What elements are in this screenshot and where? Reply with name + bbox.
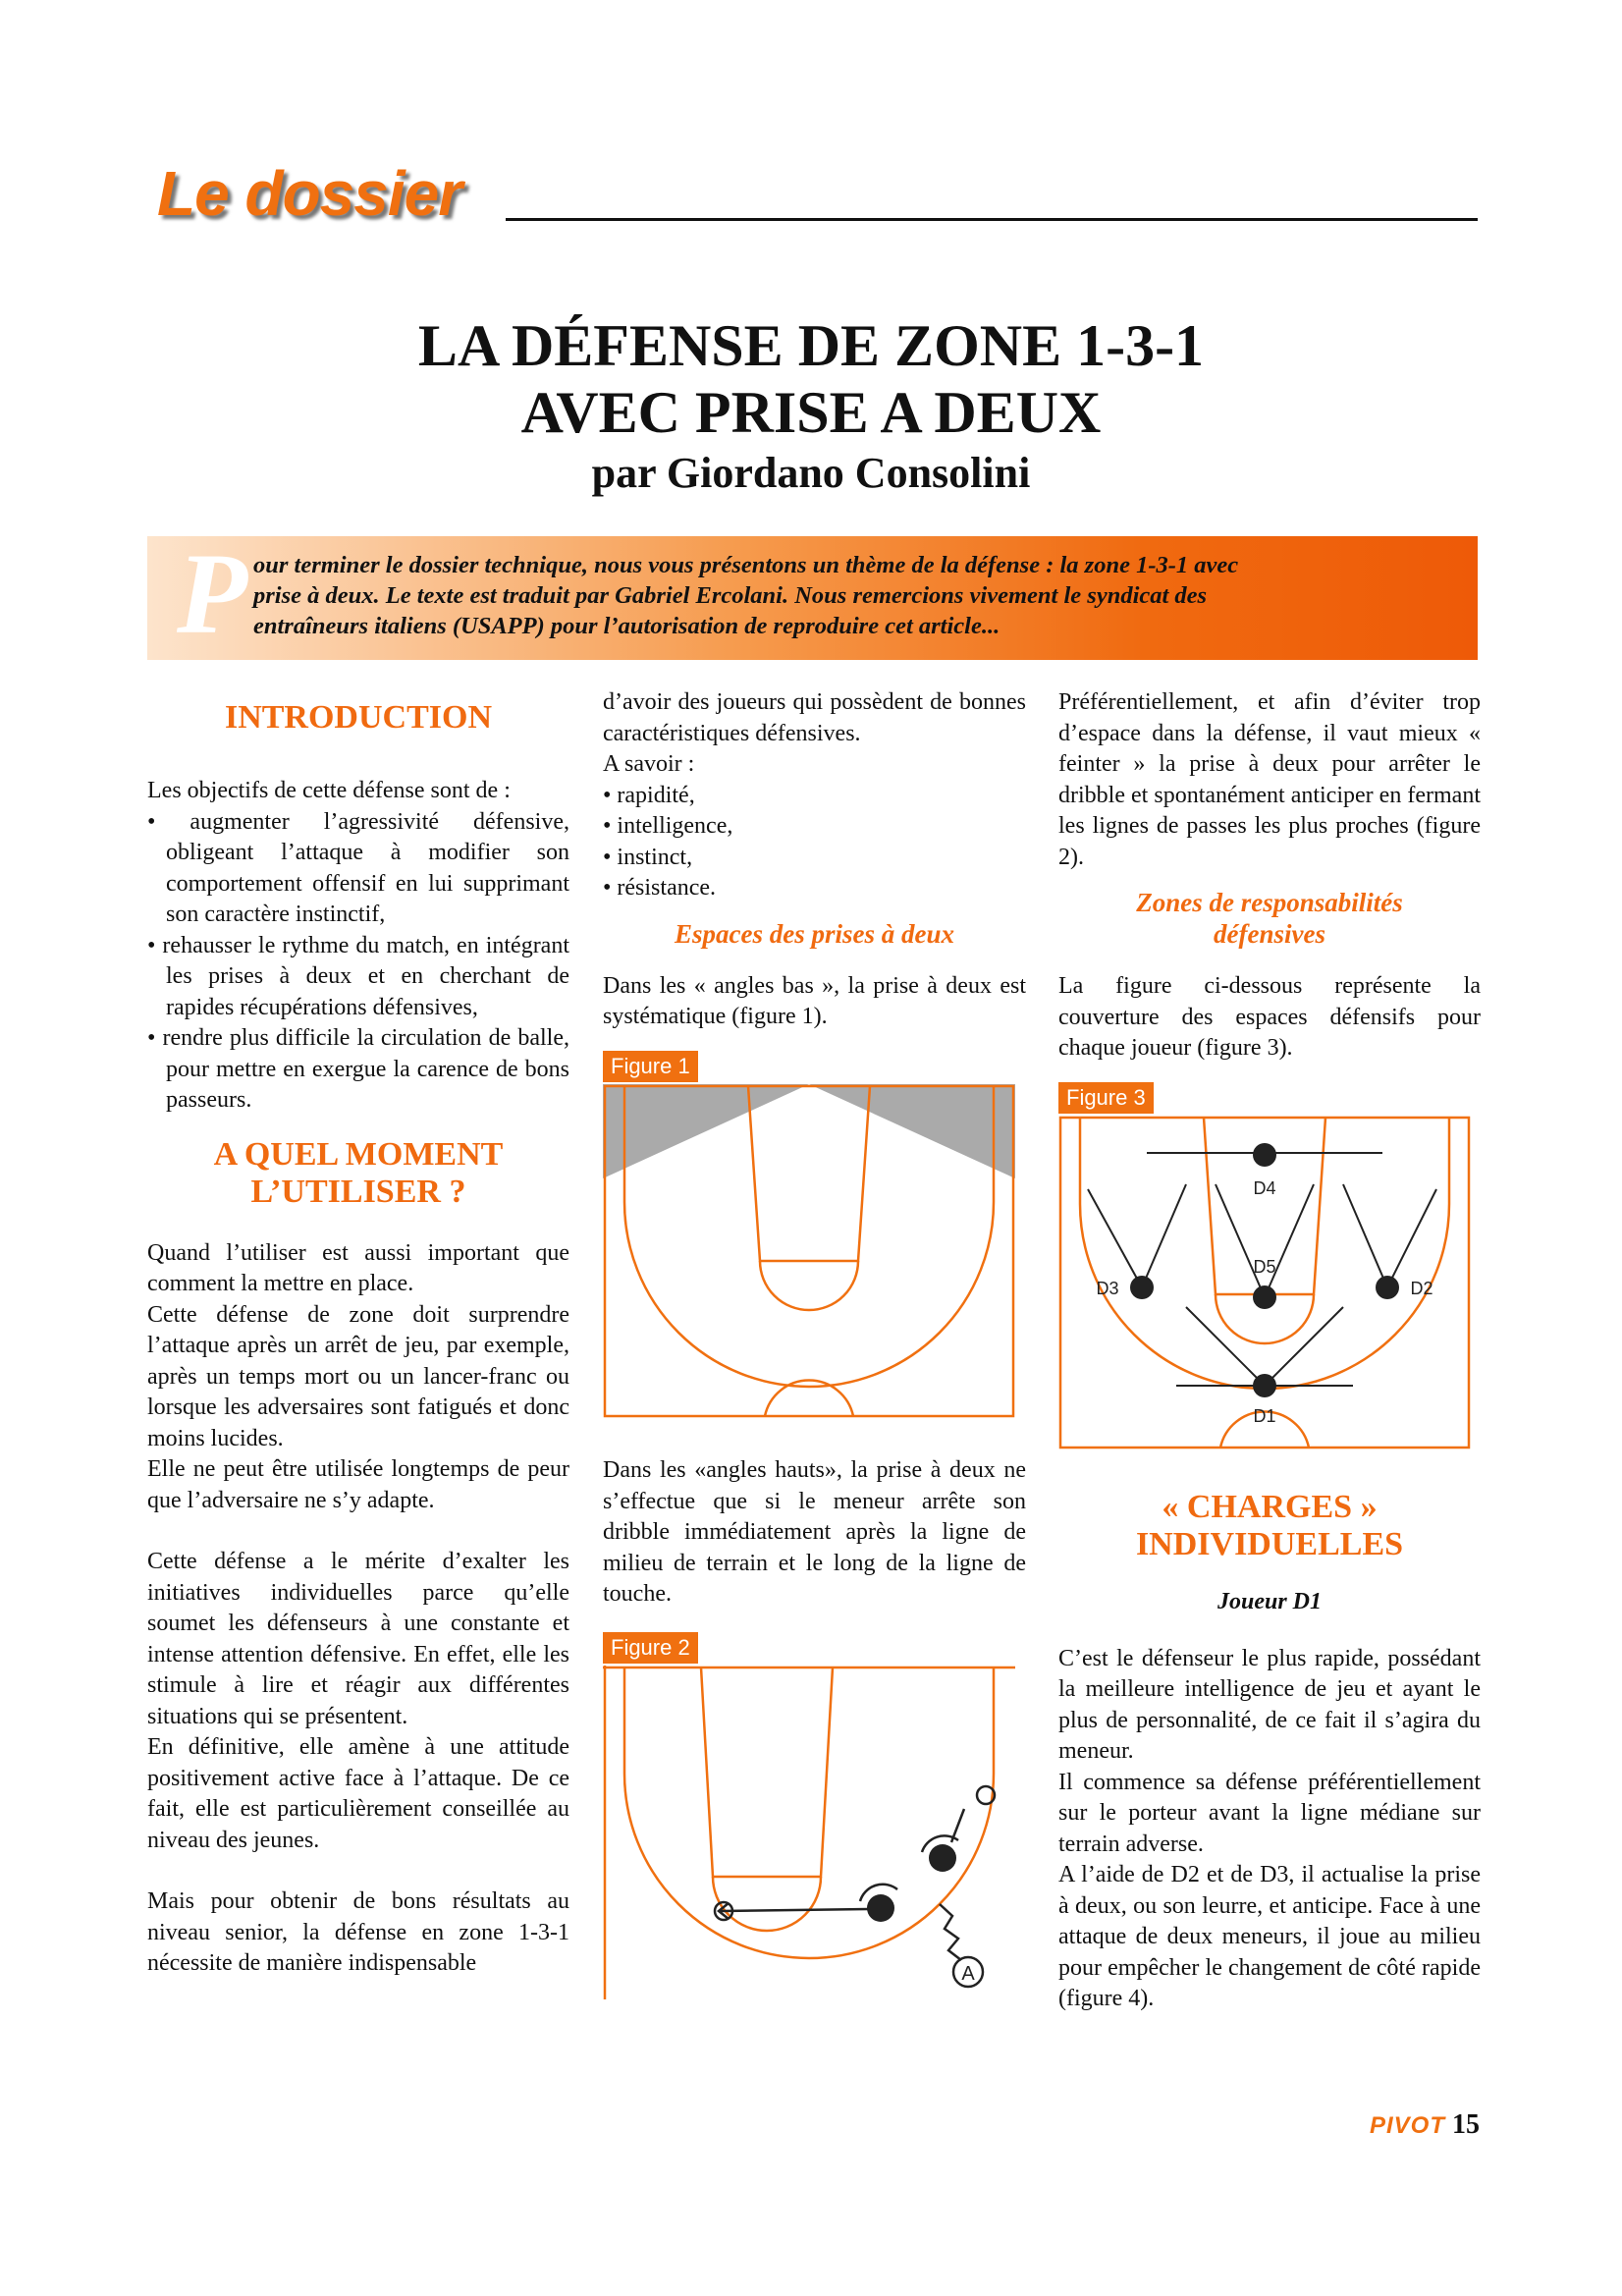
coverage-arrow	[1216, 1184, 1265, 1297]
subheading-d1: Joueur D1	[1216, 1589, 1323, 1614]
label-d5: D5	[1253, 1257, 1276, 1277]
header-rule	[506, 218, 1478, 221]
intro-line-3: entraîneurs italiens (USAPP) pour l’autorisation de reproduire cet article...	[253, 613, 1000, 639]
paragraph: Quand l’utiliser est aussi important que comment la mettre en place.	[147, 1239, 569, 1296]
column-2	[603, 687, 1026, 1999]
trap-zone-left	[603, 1084, 809, 1178]
intro-line-1: our terminer le dossier technique, nous vous présentons un thème de la défense : la zone 1-3-1 avec	[253, 552, 1239, 578]
paragraph: Préférentiellement, et afin d’éviter trop d’espace dans la défense, il vaut mieux « feinter » la prise à deux pour arrêter le dribble et spontanément anticiper en fermant les lignes de passes les plus proches (figure 2).	[1058, 689, 1481, 870]
paragraph: Il commence sa défense préférentiellement sur le porteur avant la ligne médiane sur terrain adverse.	[1058, 1769, 1481, 1857]
author-line: par Giordano Consolini	[591, 449, 1031, 497]
heading-zones-line-1: Zones de responsabilités	[1136, 888, 1403, 917]
list-item: • rendre plus difficile la circulation de balle, pour mettre en exergue la carence de bons passeurs.	[147, 1023, 569, 1117]
defender-d2	[1376, 1276, 1399, 1299]
heading-spaces: Espaces des prises à deux	[675, 918, 954, 949]
article-title	[0, 312, 1622, 501]
paragraph: En définitive, elle amène à une attitude positivement active face à l’attaque. De ce fait, elle est particulièrement conseillée au niveau des jeunes.	[147, 1734, 569, 1853]
figure-2-court	[603, 1666, 1015, 1999]
key-lines	[748, 1086, 870, 1261]
paragraph: d’avoir des joueurs qui possèdent de bonnes caractéristiques défensives.	[603, 689, 1026, 746]
paragraph: Cette défense a le mérite d’exalter les initiatives individuelles parce qu’elle soumet les défenseurs à une constante et intense attention défensive. En effet, elle les stimule à lire et réagir aux différentes situations qui se présentent.	[147, 1549, 569, 1729]
list-item: • intelligence,	[603, 811, 1026, 843]
defender-d3	[1130, 1276, 1154, 1299]
column-3	[1058, 687, 1481, 2015]
title-line-1: LA DÉFENSE DE ZONE 1-3-1	[417, 313, 1205, 378]
column-1	[147, 687, 569, 1980]
heading-zones	[1058, 887, 1481, 950]
heading-when-line-2: L’UTILISER ?	[250, 1173, 466, 1210]
list-item: • résistance.	[603, 873, 1026, 904]
qualities-list	[603, 781, 1026, 904]
defender-marker	[929, 1844, 956, 1872]
objectives-lead: Les objectifs de cette défense sont de :	[147, 778, 511, 803]
heading-charges-line-2: INDIVIDUELLES	[1135, 1526, 1404, 1562]
free-throw-arc	[760, 1261, 858, 1310]
paragraph: La figure ci-dessous représente la couverture des espaces défensifs pour chaque joueur (figure 3).	[1058, 973, 1481, 1061]
coverage-arrow	[1186, 1307, 1265, 1386]
dribble-path	[940, 1904, 961, 1960]
coverage-arrow	[1265, 1307, 1343, 1386]
heading-zones-line-2: défensives	[1214, 919, 1325, 949]
paragraph: C’est le défenseur le plus rapide, possédant la meilleure intelligence de jeu et ayant le plus de personnalité, de ce fait il s’agira du meneur.	[1058, 1645, 1481, 1764]
drop-cap: P	[177, 529, 248, 658]
section-logo: Le dossier	[157, 158, 462, 229]
page-number: 15	[1452, 2109, 1481, 2140]
figure-3-label: Figure 3	[1058, 1082, 1154, 1114]
title-line-2: AVEC PRISE A DEUX	[520, 380, 1102, 445]
list-item: • rapidité,	[603, 781, 1026, 812]
paragraph: Dans les « angles bas », la prise à deux est systématique (figure 1).	[603, 972, 1026, 1029]
court-outline	[1060, 1118, 1469, 1448]
pass-arrow	[721, 1909, 868, 1911]
three-point-line	[624, 1667, 994, 1958]
magazine-brand: PIVOT	[1370, 2112, 1446, 2139]
defender-d1	[1253, 1374, 1276, 1397]
heading-charges	[1058, 1489, 1481, 1563]
paragraph: Mais pour obtenir de bons résultats au niveau senior, la défense en zone 1-3-1 nécessite de manière indispensable	[147, 1888, 569, 1976]
player-a-label: A	[961, 1963, 975, 1985]
list-item: • augmenter l’agressivité défensive, obligeant l’attaque à modifier son comportement offensif en lui supprimant son caractère instinctif,	[147, 807, 569, 931]
label-d1: D1	[1253, 1406, 1276, 1426]
heading-introduction: INTRODUCTION	[224, 699, 493, 736]
heading-when-line-1: A QUEL MOMENT	[213, 1135, 504, 1173]
coverage-arrow	[1265, 1184, 1314, 1297]
objectives-list	[147, 807, 569, 1117]
intro-text	[253, 550, 1485, 641]
heading-charges-line-1: « CHARGES »	[1162, 1489, 1378, 1525]
list-item: • instinct,	[603, 843, 1026, 874]
coverage-arrow	[1088, 1189, 1142, 1287]
coverage-arrow	[1343, 1184, 1387, 1287]
figure-1-label: Figure 1	[603, 1051, 698, 1082]
page-footer	[1370, 2109, 1480, 2141]
trap-zone-right	[809, 1084, 1015, 1178]
defender-d4	[1253, 1143, 1276, 1167]
paragraph: Dans les «angles hauts», la prise à deux ne s’effectue que si le meneur arrête son dribble immédiatement après la ligne de milieu de terrain et le long de la ligne de touche.	[603, 1457, 1026, 1607]
label-d2: D2	[1410, 1279, 1433, 1298]
coverage-arrow	[1142, 1184, 1186, 1287]
figure-3-court	[1058, 1116, 1471, 1449]
list-item: • rehausser le rythme du match, en intégrant les prises à deux et en cherchant de rapides récupérations défensives,	[147, 931, 569, 1024]
figure-2-label: Figure 2	[603, 1632, 698, 1664]
paragraph: A l’aide de D2 et de D3, il actualise la prise à deux, ou son leurre, et anticipe. Face à une attaque de deux meneurs, il joue au milieu pour empêcher le changement de côté rapide (figure 4).	[1058, 1862, 1481, 2011]
defender-marker	[867, 1894, 894, 1922]
defender-d5	[1253, 1285, 1276, 1309]
paragraph: Elle ne peut être utilisée longtemps de peur que l’adversaire ne s’y adapte.	[147, 1456, 569, 1513]
paragraph: Cette défense de zone doit surprendre l’attaque après un arrêt de jeu, par exemple, après un temps mort ou un lancer-franc ou lorsque les adversaires sont fatigués et donc moins lucides.	[147, 1301, 569, 1451]
label-d3: D3	[1096, 1279, 1119, 1298]
figure-1-court	[603, 1084, 1015, 1418]
coverage-arrow	[1387, 1189, 1436, 1287]
key-lines	[701, 1667, 833, 1877]
paragraph: A savoir :	[603, 751, 695, 777]
label-d4: D4	[1253, 1178, 1276, 1198]
intro-line-2: prise à deux. Le texte est traduit par Gabriel Ercolani. Nous remercions vivement le syndicat des	[253, 582, 1208, 609]
heading-when	[147, 1136, 569, 1211]
